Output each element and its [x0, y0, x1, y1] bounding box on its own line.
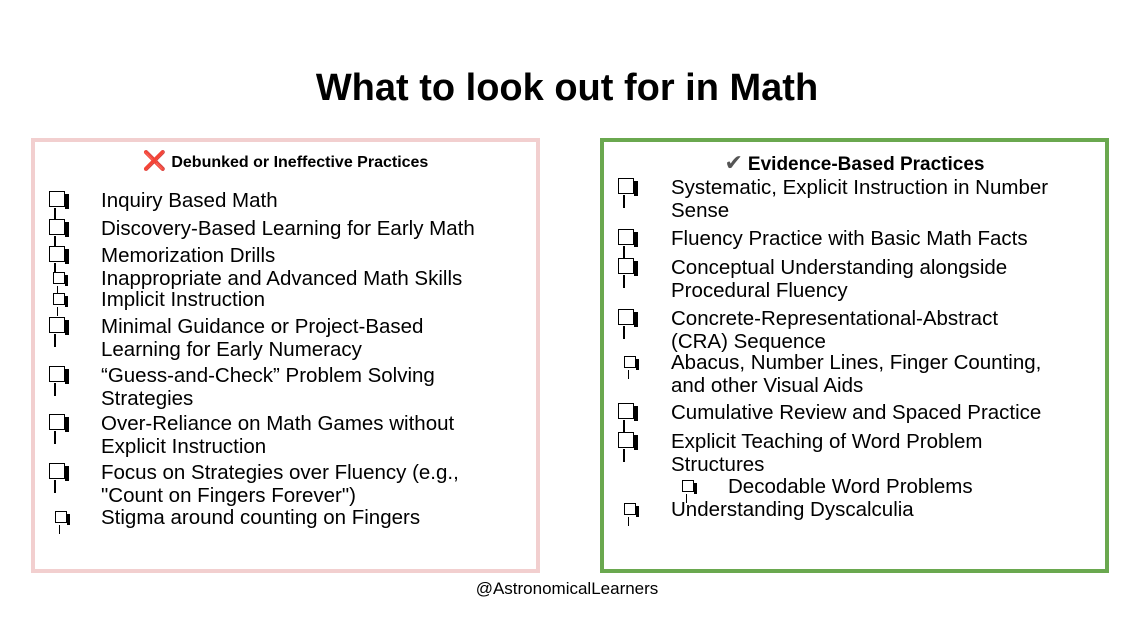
checkbox-icon: [49, 414, 65, 430]
page-title: What to look out for in Math: [315, 67, 819, 109]
checkbox-icon: [49, 317, 65, 333]
ineffective-item-5-line-1: Implicit Instruction: [101, 288, 266, 311]
ineffective-item-4: [101, 267, 462, 290]
evidence-item-9-line-1: Understanding Dyscalculia: [671, 498, 914, 521]
ineffective-item-5: [101, 288, 265, 311]
evidence-item-5: [671, 351, 1041, 397]
cross-mark-icon: ❌: [142, 151, 167, 172]
evidence-item-4-line-2: (CRA) Sequence: [671, 330, 826, 353]
ineffective-item-3: [101, 244, 275, 267]
ineffective-item-6-line-1: Minimal Guidance or Project-Based: [101, 315, 424, 338]
evidence-item-5-line-2: and other Visual Aids: [671, 374, 864, 397]
checkbox-icon: [49, 246, 65, 262]
ineffective-item-4-line-1: Inappropriate and Advanced Math Skills: [101, 267, 463, 290]
checkbox-icon: [618, 229, 634, 245]
ineffective-item-9: [101, 461, 459, 507]
checkbox-icon: [624, 503, 636, 515]
footer-credit: @AstronomicalLearners: [475, 579, 659, 598]
evidence-item-1-line-1: Systematic, Explicit Instruction in Number: [671, 176, 1049, 199]
checkbox-icon: [624, 356, 636, 368]
evidence-item-4: [671, 307, 998, 353]
ineffective-item-8: [101, 412, 454, 458]
ineffective-item-7-line-2: Strategies: [101, 387, 194, 410]
ineffective-item-7-line-1: “Guess-and-Check” Problem Solving: [101, 364, 435, 387]
evidence-item-8: [728, 475, 973, 498]
evidence-item-1-line-2: Sense: [671, 199, 730, 222]
checkbox-icon: [618, 309, 634, 325]
ineffective-item-7: [101, 364, 435, 410]
checkbox-icon: [49, 366, 65, 382]
checkbox-icon: [49, 191, 65, 207]
ineffective-practices-heading: [35, 152, 536, 173]
ineffective-item-1: [101, 189, 278, 212]
evidence-item-7-line-2: Structures: [671, 453, 765, 476]
ineffective-practices-heading-text: Debunked or Ineffective Practices: [171, 154, 429, 171]
evidence-item-6-line-1: Cumulative Review and Spaced Practice: [671, 401, 1042, 424]
ineffective-item-10: [101, 506, 420, 529]
evidence-item-3-line-2: Procedural Fluency: [671, 279, 848, 302]
ineffective-item-2-line-1: Discovery-Based Learning for Early Math: [101, 217, 475, 240]
checkbox-icon: [618, 178, 634, 194]
ineffective-item-3-line-1: Memorization Drills: [101, 244, 276, 267]
checkbox-icon: [49, 463, 65, 479]
ineffective-item-2: [101, 217, 475, 240]
evidence-item-1: [671, 176, 1048, 222]
checkbox-icon: [682, 480, 694, 492]
ineffective-practices-panel: [31, 138, 540, 573]
check-mark-icon: ✔: [724, 150, 743, 175]
evidence-based-practices-heading-text: Evidence-Based Practices: [747, 154, 985, 175]
evidence-item-9: [671, 498, 914, 521]
checkbox-icon: [618, 403, 634, 419]
checkbox-icon: [53, 293, 65, 305]
ineffective-item-8-line-2: Explicit Instruction: [101, 435, 267, 458]
evidence-based-practices-panel: [600, 138, 1109, 573]
checkbox-icon: [53, 272, 65, 284]
ineffective-item-6: [101, 315, 423, 361]
ineffective-item-8-line-1: Over-Reliance on Math Games without: [101, 412, 455, 435]
evidence-based-practices-heading: [604, 151, 1105, 177]
evidence-item-8-line-1: Decodable Word Problems: [728, 475, 973, 498]
checkbox-icon: [49, 219, 65, 235]
ineffective-item-1-line-1: Inquiry Based Math: [101, 189, 278, 212]
evidence-item-6: [671, 401, 1041, 424]
checkbox-icon: [618, 432, 634, 448]
checkbox-icon: [55, 511, 67, 523]
evidence-item-4-line-1: Concrete-Representational-Abstract: [671, 307, 999, 330]
evidence-item-3-line-1: Conceptual Understanding alongside: [671, 256, 1008, 279]
evidence-item-2: [671, 227, 1028, 250]
evidence-item-5-line-1: Abacus, Number Lines, Finger Counting,: [671, 351, 1042, 374]
evidence-item-7-line-1: Explicit Teaching of Word Problem: [671, 430, 983, 453]
ineffective-item-9-line-1: Focus on Strategies over Fluency (e.g.,: [101, 461, 459, 484]
ineffective-item-9-line-2: "Count on Fingers Forever"): [101, 484, 356, 507]
checkbox-icon: [618, 258, 634, 274]
evidence-item-7: [671, 430, 982, 476]
evidence-item-3: [671, 256, 1007, 302]
evidence-item-2-line-1: Fluency Practice with Basic Math Facts: [671, 227, 1028, 250]
ineffective-item-10-line-1: Stigma around counting on Fingers: [101, 506, 421, 529]
ineffective-item-6-line-2: Learning for Early Numeracy: [101, 338, 362, 361]
